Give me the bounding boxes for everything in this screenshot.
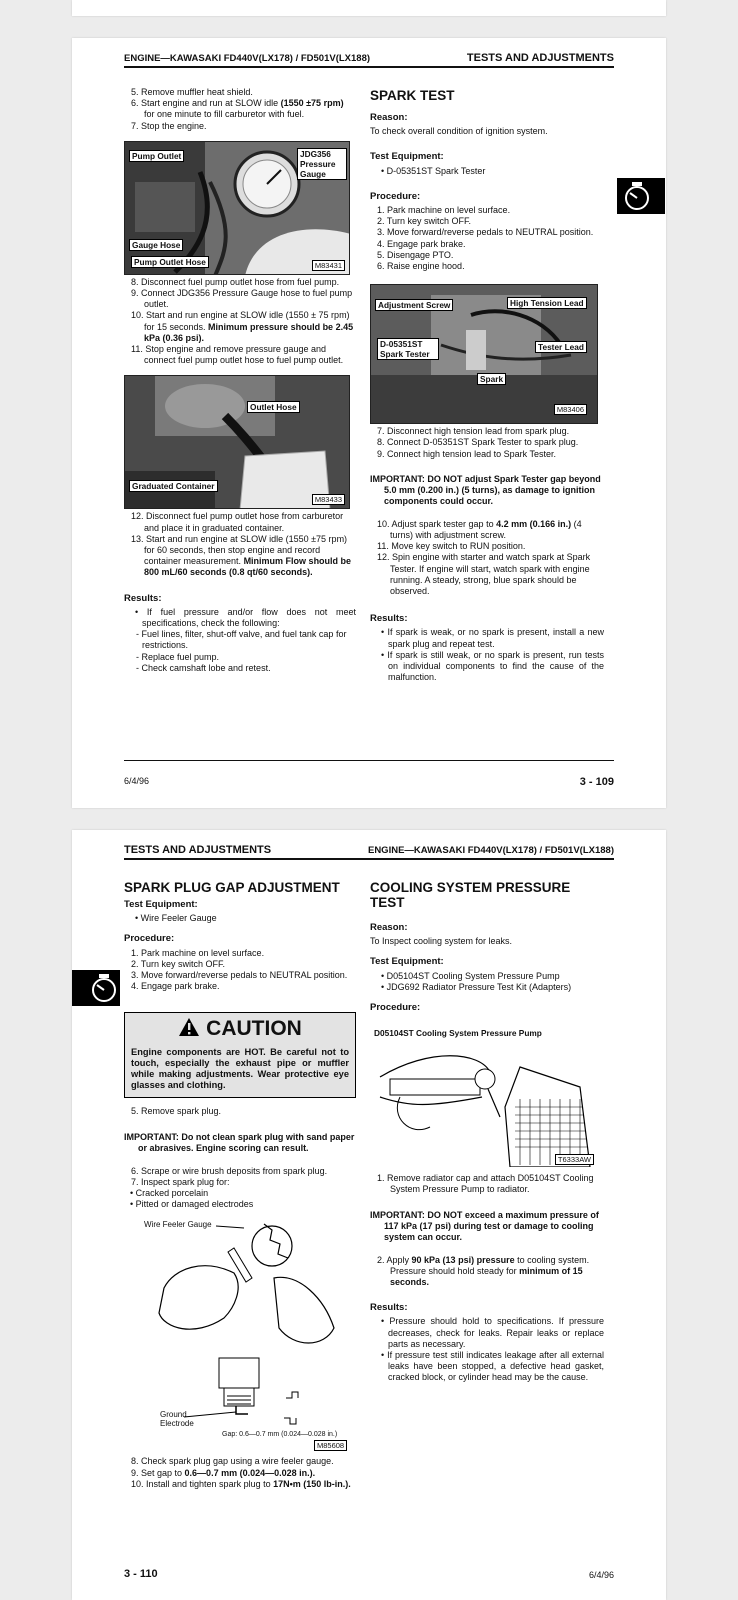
step-5: 5. Remove muffler heat shield.	[131, 87, 253, 97]
proc-step-6: 6. Scrape or wire brush deposits from spark plug.	[131, 1165, 328, 1176]
page-3-109	[72, 38, 666, 808]
label-outlet-hose: Outlet Hose	[247, 401, 300, 413]
footer-date: 6/4/96	[588, 1570, 614, 1580]
proc-step-5: 5. Remove spark plug.	[131, 1106, 222, 1117]
section-title: SPARK TEST	[370, 88, 455, 103]
photo-code: M83406	[554, 404, 587, 415]
proc-step-1: 1. Remove radiator cap and attach D05104ST Cooling System Pressure Pump to radiator.	[377, 1173, 594, 1195]
results-title: Results:	[370, 1302, 408, 1314]
photo-code: M83431	[312, 260, 345, 271]
caution-box	[124, 1012, 356, 1098]
caution-text: Engine components are HOT. Be careful not to touch, especially the exhaust pipe or muffler while making adjustments. Wear protective eye glasses and clothing.	[131, 1047, 349, 1091]
label-spark-tester: D-05351ST Spark Tester	[377, 338, 439, 360]
proc-step-2: 2. Turn key switch OFF.	[377, 216, 472, 227]
result-1: • Pressure should hold to specifications. If pressure decreases, check for leaks. Repair leaks or replace parts as necessary.	[376, 1316, 604, 1350]
label-spark: Spark	[477, 373, 506, 385]
label-pressure-pump: D05104ST Cooling System Pressure Pump	[374, 1028, 542, 1039]
header-right: ENGINE—KAWASAKI FD440V(LX178) / FD501V(LX188)	[367, 845, 614, 856]
stopwatch-tab-icon	[72, 970, 120, 1006]
proc-step-5: 5. Disengage PTO.	[377, 249, 454, 260]
procedure-title: Procedure:	[370, 190, 421, 202]
results-title: Results:	[124, 592, 162, 604]
label-gauge-hose: Gauge Hose	[129, 239, 183, 251]
results-dash-2: - Replace fuel pump.	[136, 651, 220, 662]
label-wire-feeler-gauge: Wire Feeler Gauge	[144, 1220, 212, 1230]
section-title: COOLING SYSTEM PRESSURE TEST	[370, 880, 571, 910]
equipment-item-1: • D05104ST Cooling System Pressure Pump	[376, 971, 604, 982]
footer-date: 6/4/96	[124, 776, 150, 786]
spark-tester-photo	[370, 284, 598, 424]
results-title: Results:	[370, 613, 408, 625]
cooling-system-section	[370, 880, 604, 1384]
proc-step-2: 2. Apply 90 kPa (13 psi) pressure to cooling system. Pressure should hold steady for minimum of 15 seconds.	[377, 1254, 590, 1288]
step-13: 13. Start and run engine at SLOW idle (1550 ±75 rpm) for 60 seconds, then stop engine and record container measurement. Minimum Flow should be 800 mL/60 seconds (0.8 qt/60 seconds).	[131, 533, 352, 578]
equipment-title: Test Equipment:	[124, 899, 198, 910]
label-ground-electrode: Ground Electrode	[160, 1410, 194, 1429]
proc-step-7: 7. Inspect spark plug for:	[131, 1176, 230, 1187]
proc-step-12: 12. Spin engine with starter and watch spark at Spark Tester. If engine will start, watch spark with engine running. A steady, strong, blue spark should be observed.	[377, 552, 591, 597]
inspect-item-2: • Pitted or damaged electrodes	[130, 1199, 254, 1210]
proc-step-1: 1. Park machine on level surface.	[377, 205, 511, 216]
page-footer	[124, 760, 614, 786]
equipment-title: Test Equipment:	[370, 956, 444, 968]
step-11: 11. Stop engine and remove pressure gauge and connect fuel pump outlet hose to fuel pump outlet.	[131, 344, 344, 366]
proc-step-10: 10. Install and tighten spark plug to 17N•m (150 lb-in.).	[131, 1478, 351, 1489]
label-high-tension-lead: High Tension Lead	[507, 297, 587, 309]
equipment-item: • Wire Feeler Gauge	[130, 913, 356, 924]
previous-page-edge	[72, 0, 666, 16]
step-9: 9. Connect JDG356 Pressure Gauge hose to fuel pump outlet.	[131, 288, 353, 310]
procedure-title: Procedure:	[124, 933, 175, 945]
important-note: IMPORTANT: Do not clean spark plug with sand paper or abrasives. Engine scoring can result.	[124, 1131, 355, 1153]
proc-step-4: 4. Engage park brake.	[131, 981, 220, 992]
step-8: 8. Disconnect fuel pump outlet hose from fuel pump.	[131, 276, 340, 287]
label-pump-outlet-hose: Pump Outlet Hose	[131, 256, 209, 268]
inspect-item-1: • Cracked porcelain	[130, 1188, 209, 1199]
spark-plug-gap-section	[124, 880, 356, 1490]
reason-text: To Inspect cooling system for leaks.	[370, 936, 513, 947]
page-header	[124, 52, 614, 68]
proc-step-3: 3. Move forward/reverse pedals to NEUTRAL position.	[377, 227, 594, 238]
equipment-item-2: • JDG692 Radiator Pressure Test Kit (Adapters)	[376, 982, 604, 993]
label-tester-lead: Tester Lead	[535, 341, 587, 353]
reason-text: To check overall condition of ignition system.	[370, 126, 548, 137]
equipment-item: • D-05351ST Spark Tester	[376, 166, 604, 177]
stopwatch-icon	[72, 970, 120, 1006]
page-number: 3 - 110	[124, 1568, 158, 1580]
step-10: 10. Start and run engine at SLOW idle (1550 ± 75 rpm) for 15 seconds. Minimum pressure should be 2.45 kPa (0.36 psi).	[131, 310, 354, 343]
pressure-pump-drawing	[370, 1027, 596, 1167]
step-6: 6. Start engine and run at SLOW idle (1550 ±75 rpm) for one minute to fill carburetor with fuel.	[131, 98, 344, 120]
fuel-flow-photo	[124, 375, 350, 509]
header-right: TESTS AND ADJUSTMENTS	[466, 52, 614, 64]
results-dash-1: - Fuel lines, filter, shut-off valve, and fuel tank cap for restrictions.	[136, 629, 347, 651]
proc-step-9: 9. Connect high tension lead to Spark Tester.	[377, 448, 556, 459]
proc-step-7: 7. Disconnect high tension lead from spark plug.	[377, 426, 570, 437]
proc-step-8: 8. Connect D-05351ST Spark Tester to spark plug.	[377, 437, 579, 448]
page-header	[124, 844, 614, 860]
drawing-code: T6333AW	[555, 1154, 594, 1165]
warning-triangle-icon	[178, 1017, 200, 1043]
important-note: IMPORTANT: DO NOT exceed a maximum pressure of 117 kPa (17 psi) during test or damage to cooling system can occur.	[370, 1209, 599, 1242]
header-left: TESTS AND ADJUSTMENTS	[124, 844, 272, 856]
left-column	[124, 87, 356, 674]
results-dash-3: - Check camshaft lobe and retest.	[136, 662, 271, 673]
proc-step-4: 4. Engage park brake.	[377, 238, 466, 249]
spark-plug-gap-drawing	[124, 1218, 356, 1450]
proc-step-11: 11. Move key switch to RUN position.	[377, 541, 526, 552]
proc-step-2: 2. Turn key switch OFF.	[131, 958, 226, 969]
label-graduated-container: Graduated Container	[129, 480, 218, 492]
result-2: • If pressure test still indicates leakage after all external leaks have been stopped, a defective head gasket, cracked block, or cylinder head may be the cause.	[376, 1350, 604, 1384]
page-number: 3 - 109	[579, 776, 614, 788]
proc-step-8: 8. Check spark plug gap using a wire feeler gauge.	[131, 1456, 334, 1467]
equipment-title: Test Equipment:	[370, 151, 444, 163]
page-footer	[124, 1564, 614, 1580]
gap-spec: Gap: 0.6—0.7 mm (0.024—0.028 in.)	[222, 1431, 338, 1439]
drawing-code: M85608	[314, 1440, 347, 1451]
spark-plug-gap-art	[124, 1218, 356, 1450]
section-title: SPARK PLUG GAP ADJUSTMENT	[124, 880, 340, 895]
label-adjustment-screw: Adjustment Screw	[375, 299, 453, 311]
label-pump-outlet: Pump Outlet	[129, 150, 184, 162]
pressure-pump-art	[370, 1027, 596, 1167]
reason-title: Reason:	[370, 922, 408, 933]
proc-step-3: 3. Move forward/reverse pedals to NEUTRAL position.	[131, 970, 348, 981]
result-1: • If spark is weak, or no spark is present, install a new spark plug and repeat test.	[376, 627, 604, 649]
stopwatch-tab-icon	[617, 178, 665, 214]
proc-step-9: 9. Set gap to 0.6—0.7 mm (0.024—0.028 in.).	[131, 1467, 316, 1478]
header-left: ENGINE—KAWASAKI FD440V(LX178) / FD501V(LX188)	[124, 53, 371, 64]
reason-title: Reason:	[370, 112, 408, 123]
stopwatch-icon	[617, 178, 665, 214]
result-2: • If spark is still weak, or no spark is present, run tests on individual components to find the cause of the malfunction.	[376, 650, 604, 684]
results-bullet: • If fuel pressure and/or flow does not meet specifications, check the following:	[130, 607, 356, 629]
important-note: IMPORTANT: DO NOT adjust Spark Tester gap beyond 5.0 mm (0.200 in.) (5 turns), as damage to ignition components could occur.	[370, 473, 601, 506]
step-12: 12. Disconnect fuel pump outlet hose from carburetor and place it in graduated container.	[131, 511, 344, 533]
photo-code: M83433	[312, 494, 345, 505]
procedure-title: Procedure:	[370, 1002, 421, 1014]
caution-heading: CAUTION	[131, 1017, 349, 1043]
page-3-110	[72, 830, 666, 1600]
pressure-gauge-photo	[124, 141, 350, 275]
spark-test-section	[370, 88, 604, 683]
proc-step-10: 10. Adjust spark tester gap to 4.2 mm (0.166 in.) (4 turns) with adjustment screw.	[377, 518, 582, 541]
label-pressure-gauge: JDG356 Pressure Gauge	[297, 148, 347, 180]
proc-step-6: 6. Raise engine hood.	[377, 261, 465, 272]
proc-step-1: 1. Park machine on level surface.	[131, 947, 265, 958]
step-7: 7. Stop the engine.	[131, 120, 207, 131]
